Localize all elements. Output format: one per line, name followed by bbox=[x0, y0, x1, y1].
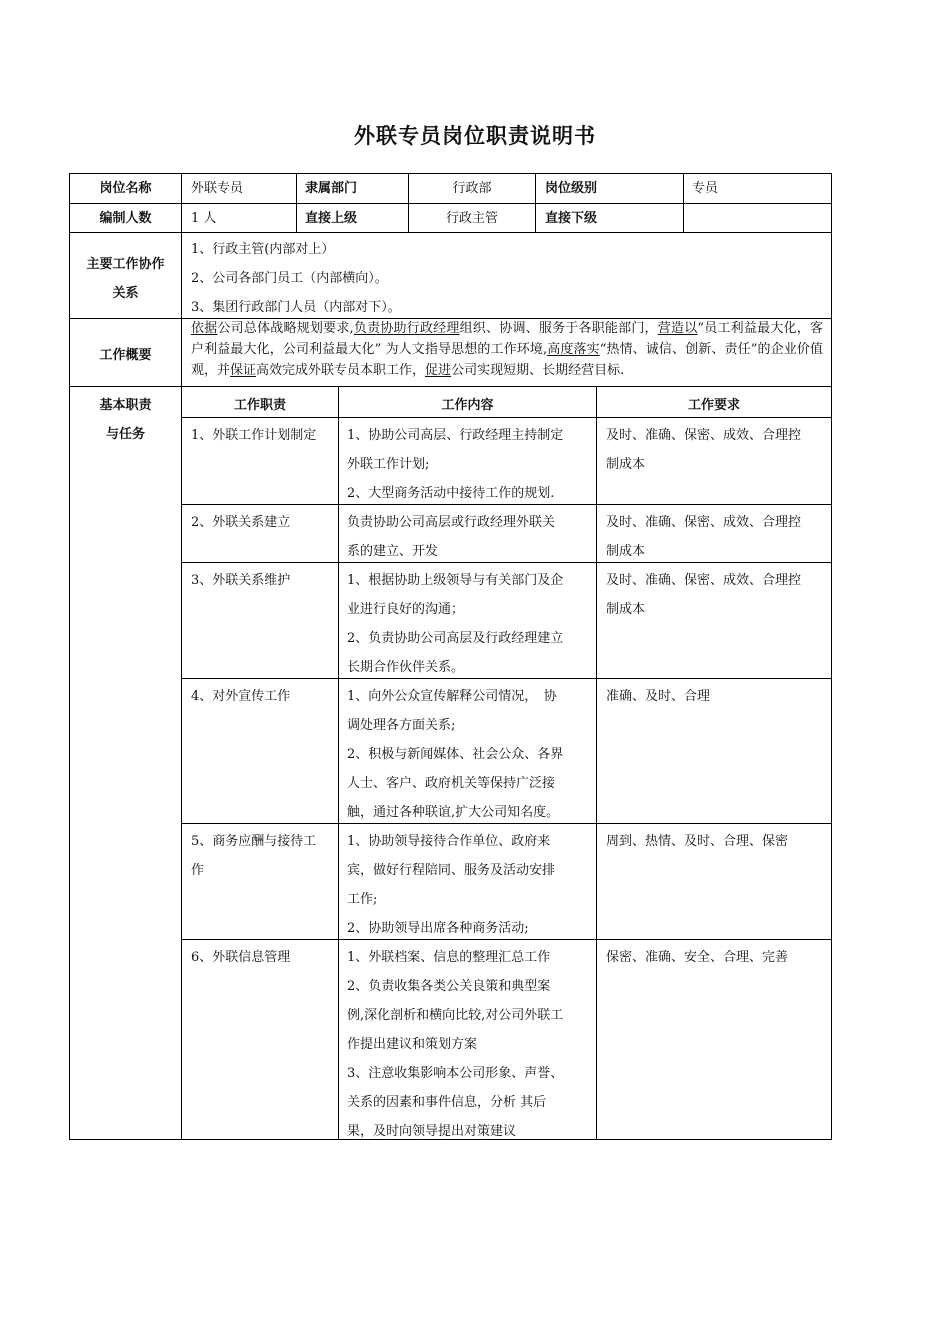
summary-segment: 负责协助行政经理 bbox=[353, 321, 460, 336]
content-cell: 1、协助公司高层、行政经理主持制定 bbox=[347, 428, 564, 443]
content-cell: 作提出建议和策划方案 bbox=[347, 1037, 478, 1052]
table-border-right bbox=[831, 173, 832, 1140]
table-rule bbox=[181, 173, 182, 1140]
duty-cell: 1、外联工作计划制定 bbox=[191, 428, 317, 443]
content-cell: 2、协助领导出席各种商务活动; bbox=[347, 921, 529, 936]
relations-item: 3、集团行政部门人员（内部对下）。 bbox=[191, 300, 401, 315]
summary-segment: 保证 bbox=[230, 363, 257, 378]
summary-segment: 组织、协调、服务于各职能部门， bbox=[459, 321, 658, 336]
summary-label: 工作概要 bbox=[99, 348, 152, 363]
superior-value: 行政主管 bbox=[445, 211, 498, 226]
summary-segment: 公司总体战略规划要求, bbox=[217, 321, 354, 336]
summary-segment: 促进 bbox=[425, 363, 452, 378]
content-cell: 人士、客户、政府机关等保持广泛接 bbox=[347, 776, 556, 791]
duty-cell: 3、外联关系维护 bbox=[191, 573, 291, 588]
requirement-cell: 周到、热情、及时、合理、保密 bbox=[606, 834, 789, 849]
relations-item: 1、行政主管(内部对上） bbox=[191, 242, 335, 257]
requirement-cell: 制成本 bbox=[606, 602, 646, 617]
summary-segment: 营造以 bbox=[657, 321, 698, 336]
requirement-cell: 及时、准确、保密、成效、合理控 bbox=[606, 573, 802, 588]
col-header-content: 工作内容 bbox=[441, 398, 494, 413]
duty-cell: 5、商务应酬与接待工 bbox=[191, 834, 317, 849]
table-rule bbox=[535, 173, 536, 232]
col-header-duty: 工作职责 bbox=[233, 398, 286, 413]
content-cell: 负责协助公司高层或行政经理外联关 bbox=[347, 515, 556, 530]
level-value: 专员 bbox=[692, 181, 719, 196]
content-cell: 例,深化剖析和横向比较,对公司外联工 bbox=[347, 1008, 564, 1023]
summary-segment: 公司实现短期、长期经营目标. bbox=[451, 363, 625, 378]
col-header-requirement: 工作要求 bbox=[687, 398, 740, 413]
content-cell: 外联工作计划; bbox=[347, 457, 430, 472]
relations-item: 2、公司各部门员工（内部横向）。 bbox=[191, 271, 388, 286]
table-rule bbox=[69, 386, 832, 387]
table-border-left bbox=[69, 173, 70, 1140]
content-cell: 2、大型商务活动中接待工作的规划. bbox=[347, 486, 555, 501]
relations-label-line1: 主要工作协作 bbox=[86, 257, 165, 272]
content-cell: 1、根据协助上级领导与有关部门及企 bbox=[347, 573, 564, 588]
content-cell: 1、向外公众宣传解释公司情况， 协 bbox=[347, 689, 557, 704]
headcount-value: 1 人 bbox=[191, 211, 217, 226]
content-cell: 调处理各方面关系; bbox=[347, 718, 456, 733]
content-cell: 1、协助领导接待合作单位、政府来 bbox=[347, 834, 551, 849]
content-cell: 2、积极与新闻媒体、社会公众、各界 bbox=[347, 747, 564, 762]
requirement-cell: 及时、准确、保密、成效、合理控 bbox=[606, 428, 802, 443]
content-cell: 系的建立、开发 bbox=[347, 544, 439, 559]
duty-cell: 6、外联信息管理 bbox=[191, 950, 291, 965]
summary-segment: 高度落实 bbox=[547, 342, 600, 357]
subordinate-label: 直接下级 bbox=[545, 211, 598, 226]
requirement-cell: 制成本 bbox=[606, 457, 646, 472]
content-cell: 3、注意收集影响本公司形象、声誉、 bbox=[347, 1066, 564, 1081]
duties-label-line2: 与任务 bbox=[105, 427, 145, 442]
requirement-cell: 及时、准确、保密、成效、合理控 bbox=[606, 515, 802, 530]
content-cell: 关系的因素和事件信息，分析 其后 bbox=[347, 1095, 547, 1110]
table-rule bbox=[338, 386, 339, 1140]
level-label: 岗位级别 bbox=[545, 181, 598, 196]
headcount-label: 编制人数 bbox=[99, 211, 152, 226]
relations-label-line2: 关系 bbox=[112, 286, 139, 301]
post-name-value: 外联专员 bbox=[191, 181, 244, 196]
post-name-label: 岗位名称 bbox=[99, 181, 152, 196]
superior-label: 直接上级 bbox=[305, 211, 358, 226]
table-rule bbox=[296, 173, 297, 232]
duty-cell: 4、对外宣传工作 bbox=[191, 689, 291, 704]
content-cell: 果，及时向领导提出对策建议 bbox=[347, 1124, 517, 1139]
dept-value: 行政部 bbox=[452, 181, 492, 196]
duties-label-line1: 基本职责 bbox=[99, 398, 152, 413]
summary-segment: 高效完成外联专员本职工作， bbox=[256, 363, 426, 378]
requirement-cell: 制成本 bbox=[606, 544, 646, 559]
content-cell: 长期合作伙伴关系。 bbox=[347, 660, 465, 675]
content-cell: 触，通过各种联谊,扩大公司知名度。 bbox=[347, 805, 560, 820]
duty-cell: 2、外联关系建立 bbox=[191, 515, 291, 530]
summary-segment: “员工利益最大化，客户利益最大化，公司利益最大化” 为人文指导思想的工作环境, bbox=[191, 321, 823, 357]
requirement-cell: 准确、及时、合理 bbox=[606, 689, 711, 704]
table-rule bbox=[596, 386, 597, 1140]
content-cell: 2、负责收集各类公关良策和典型案 bbox=[347, 979, 551, 994]
content-cell: 1、外联档案、信息的整理汇总工作 bbox=[347, 950, 551, 965]
summary-text bbox=[191, 318, 823, 381]
content-cell: 业进行良好的沟通； bbox=[347, 602, 465, 617]
table-rule bbox=[683, 173, 684, 232]
content-cell: 宾，做好行程陪同、服务及活动安排 bbox=[347, 863, 556, 878]
summary-segment: “热情、诚信、创新、责任”的企业价值观，并 bbox=[191, 342, 823, 378]
page-title: 外联专员岗位职责说明书 bbox=[354, 124, 596, 148]
requirement-cell: 保密、准确、安全、合理、完善 bbox=[606, 950, 789, 965]
content-cell: 工作; bbox=[347, 892, 378, 907]
duty-cell: 作 bbox=[191, 863, 205, 878]
dept-label: 隶属部门 bbox=[305, 181, 358, 196]
summary-segment: 依据 bbox=[191, 321, 218, 336]
content-cell: 2、负责协助公司高层及行政经理建立 bbox=[347, 631, 564, 646]
